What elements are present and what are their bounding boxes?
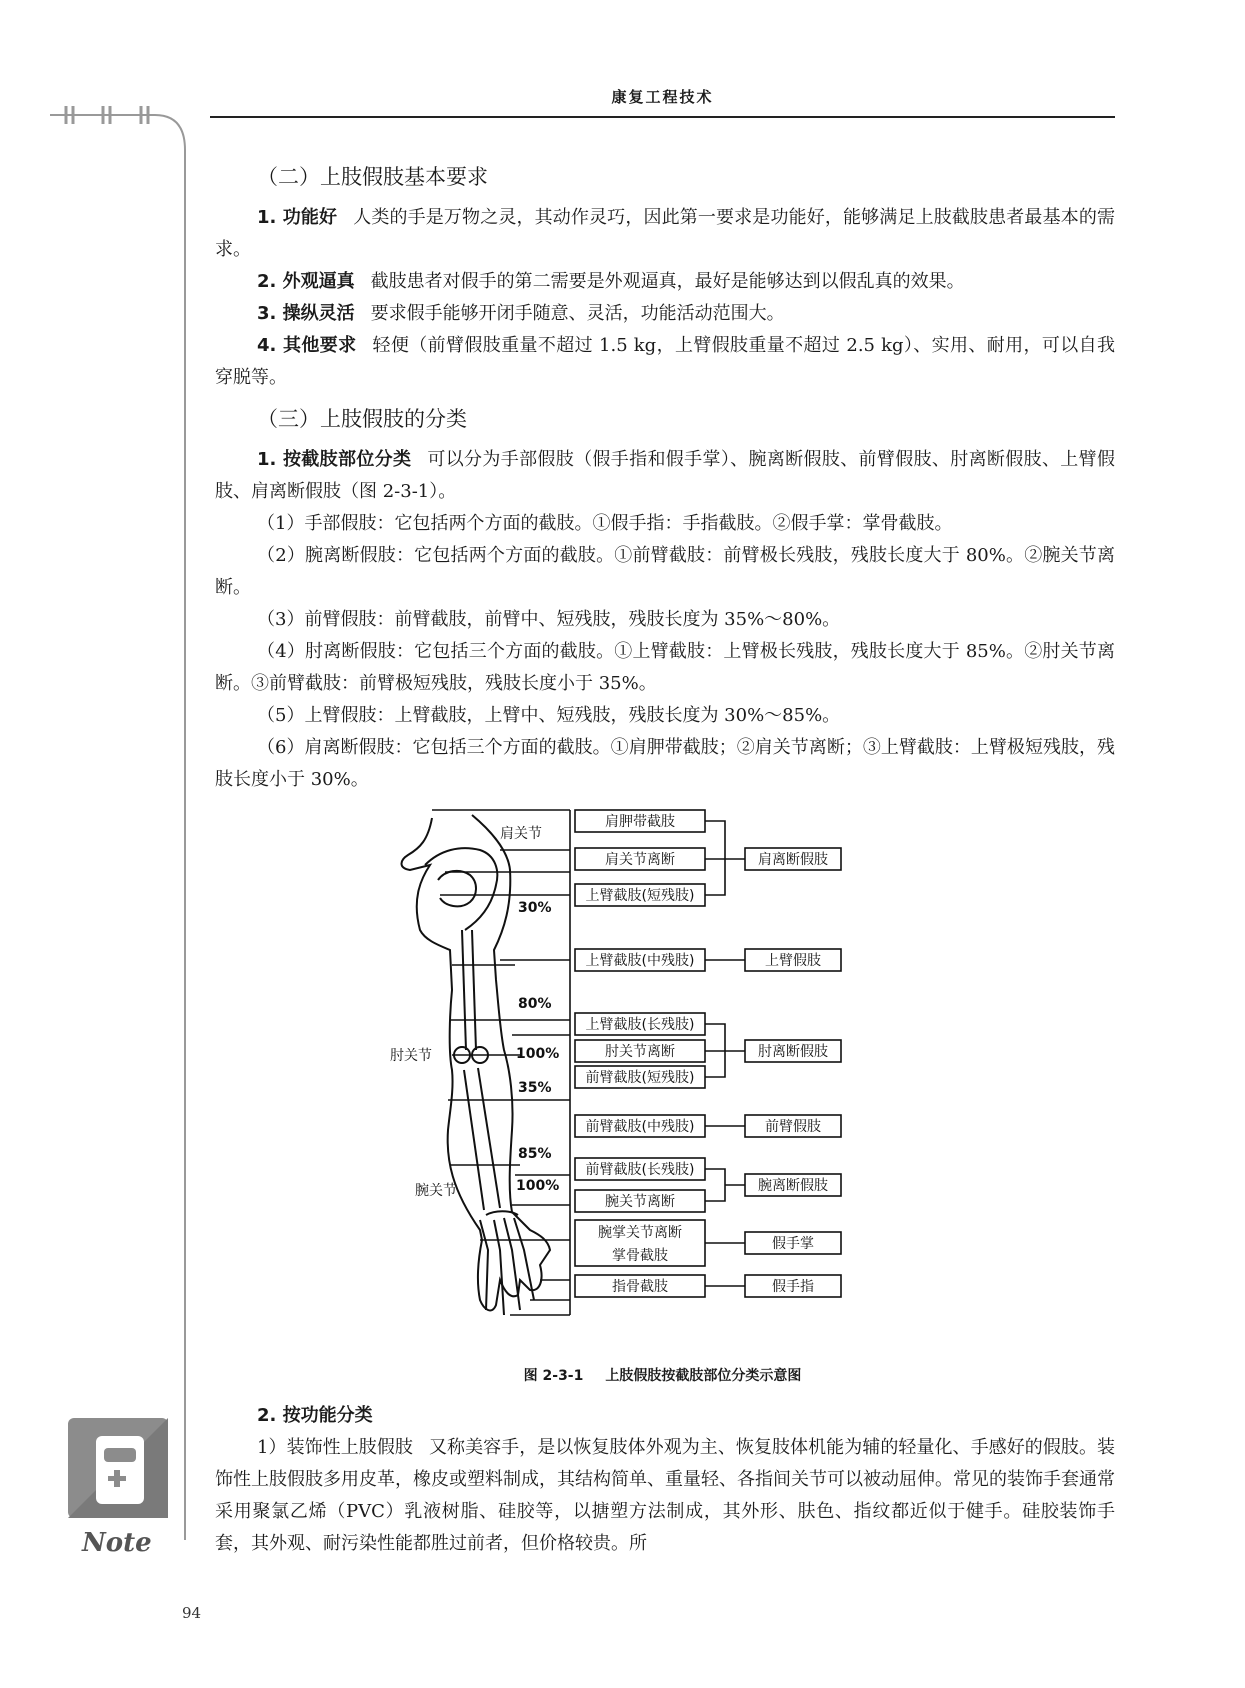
amputation-box-label: 前臂截肢(长残肢) — [585, 1162, 695, 1178]
function-paragraph — [215, 1432, 1115, 1560]
amputation-box-label: 肘关节离断 — [605, 1044, 675, 1060]
classification-list-item: （4）肘离断假肢：它包括三个方面的截肢。①上臂截肢：上臂极长残肢，残肢长度大于 85%。②肘关节离断。③前臂截肢：前臂极短残肢，残肢长度小于 35%。 — [215, 641, 1115, 694]
section-title-classification: （三）上肢假肢的分类 — [257, 407, 467, 431]
amputation-box-label: 前臂截肢(短残肢) — [585, 1070, 695, 1086]
requirement-label: 3. 操纵灵活 — [257, 303, 355, 324]
level-lines — [432, 810, 570, 1315]
percent-label: 85% — [518, 1146, 552, 1162]
amputation-box-label: 前臂截肢(中残肢) — [585, 1119, 695, 1135]
requirement-label: 1. 功能好 — [257, 207, 338, 228]
function-label: 1）装饰性上肢假肢 — [257, 1437, 413, 1458]
running-head: 康复工程技术 — [611, 88, 714, 106]
requirement-text: 截肢患者对假手的第二需要是外观逼真，最好是能够达到以假乱真的效果。 — [370, 271, 965, 292]
amputation-box-label: 肩胛带截肢 — [605, 814, 675, 830]
amputation-box-label: 肩关节离断 — [605, 852, 675, 868]
figure-number: 图 2-3-1 — [523, 1368, 584, 1384]
amputation-box-label: 腕关节离断 — [605, 1194, 675, 1210]
note-icon — [68, 1418, 168, 1518]
classification-list-item: （5）上臂假肢：上臂截肢，上臂中、短残肢，残肢长度为 30%～85%。 — [257, 705, 841, 726]
note-label: Note — [82, 1528, 152, 1558]
requirement-text: 人类的手是万物之灵，其动作灵巧，因此第一要求是功能好，能够满足上肢截肢患者最基本的需求。 — [215, 207, 1115, 260]
classification-list-item: （6）肩离断假肢：它包括三个方面的截肢。①肩胛带截肢；②肩关节离断；③上臂截肢：上臂极短残肢，残肢长度小于 30%。 — [215, 737, 1115, 790]
classification-list-item: （3）前臂假肢：前臂截肢，前臂中、短残肢，残肢长度为 35%～80%。 — [257, 609, 841, 630]
percent-label: 100% — [516, 1178, 560, 1194]
classification-list-item: （2）腕离断假肢：它包括两个方面的截肢。①前臂截肢：前臂极长残肢，残肢长度大于 80%。②腕关节离断。 — [215, 545, 1115, 598]
amputation-box-label: 腕掌关节离断 — [598, 1225, 682, 1241]
prosthesis-box-label: 假手指 — [772, 1279, 814, 1295]
classification-list-item: （1）手部假肢：它包括两个方面的截肢。①假手指：手指截肢。②假手掌：掌骨截肢。 — [257, 513, 953, 534]
requirement-item — [215, 330, 1115, 394]
amputation-box-label: 上臂截肢(中残肢) — [585, 953, 695, 969]
page-number: 94 — [182, 1604, 202, 1622]
prosthesis-box-label: 肩离断假肢 — [758, 852, 828, 868]
header-rule — [210, 116, 1115, 118]
classification-label: 1. 按截肢部位分类 — [257, 449, 412, 470]
classification-intro — [215, 444, 1115, 508]
amputation-box-label: 上臂截肢(长残肢) — [585, 1017, 695, 1033]
prosthesis-box-label: 肘离断假肢 — [758, 1044, 828, 1060]
requirement-text: 要求假手能够开闭手随意、灵活，功能活动范围大。 — [370, 303, 785, 324]
function-section — [215, 1400, 1115, 1560]
percent-label: 35% — [518, 1080, 552, 1096]
section-title-requirements: （二）上肢假肢基本要求 — [257, 165, 488, 189]
amputation-level-diagram — [390, 810, 940, 1350]
prosthesis-box-label: 前臂假肢 — [765, 1119, 821, 1135]
classification-text: 可以分为手部假肢（假手指和假手掌）、腕离断假肢、前臂假肢、肘离断假肢、上臂假肢、肩离断假肢（图 2-3-1）。 — [215, 449, 1115, 502]
figure-caption-text: 上肢假肢按截肢部位分类示意图 — [605, 1368, 802, 1384]
amputation-box-label: 上臂截肢(短残肢) — [585, 888, 695, 904]
amputation-box-label: 掌骨截肢 — [612, 1248, 668, 1264]
requirement-item — [215, 266, 1115, 298]
requirement-text: 轻便（前臂假肢重量不超过 1.5 kg，上臂假肢重量不超过 2.5 kg）、实用、耐用，可以自我穿脱等。 — [215, 335, 1115, 388]
percent-label: 100% — [516, 1046, 560, 1062]
requirement-label: 2. 外观逼真 — [257, 271, 355, 292]
percent-label: 80% — [518, 996, 552, 1012]
percent-label: 30% — [518, 900, 552, 916]
requirement-item — [215, 298, 1115, 330]
amputation-box-label: 指骨截肢 — [612, 1279, 668, 1295]
main-content — [215, 160, 1115, 796]
requirement-label: 4. 其他要求 — [257, 335, 357, 356]
prosthesis-box-label: 腕离断假肢 — [758, 1178, 828, 1194]
wrist-joint-label: 腕关节 — [415, 1183, 457, 1199]
figure-caption — [210, 1365, 1115, 1385]
requirement-item — [215, 202, 1115, 266]
prosthesis-box-label: 假手掌 — [772, 1236, 814, 1252]
shoulder-joint-label: 肩关节 — [500, 826, 542, 842]
function-section-title: 2. 按功能分类 — [257, 1405, 373, 1426]
prosthesis-box-label: 上臂假肢 — [765, 953, 821, 969]
elbow-joint-label: 肘关节 — [390, 1048, 432, 1064]
function-text: 又称美容手，是以恢复肢体外观为主、恢复肢体机能为辅的轻量化、手感好的假肢。装饰性上肢假肢多用皮革，橡皮或塑料制成，其结构简单、重量轻、各指间关节可以被动屈伸。常见的装饰手套通常采用聚氯乙烯（PVC）乳液树脂、硅胶等，以搪塑方法制成，其外形、肤色、指纹都近似于健手。硅胶装饰手套，其外观、耐污染性能都胜过前者，但价格较贵。所 — [215, 1437, 1115, 1554]
